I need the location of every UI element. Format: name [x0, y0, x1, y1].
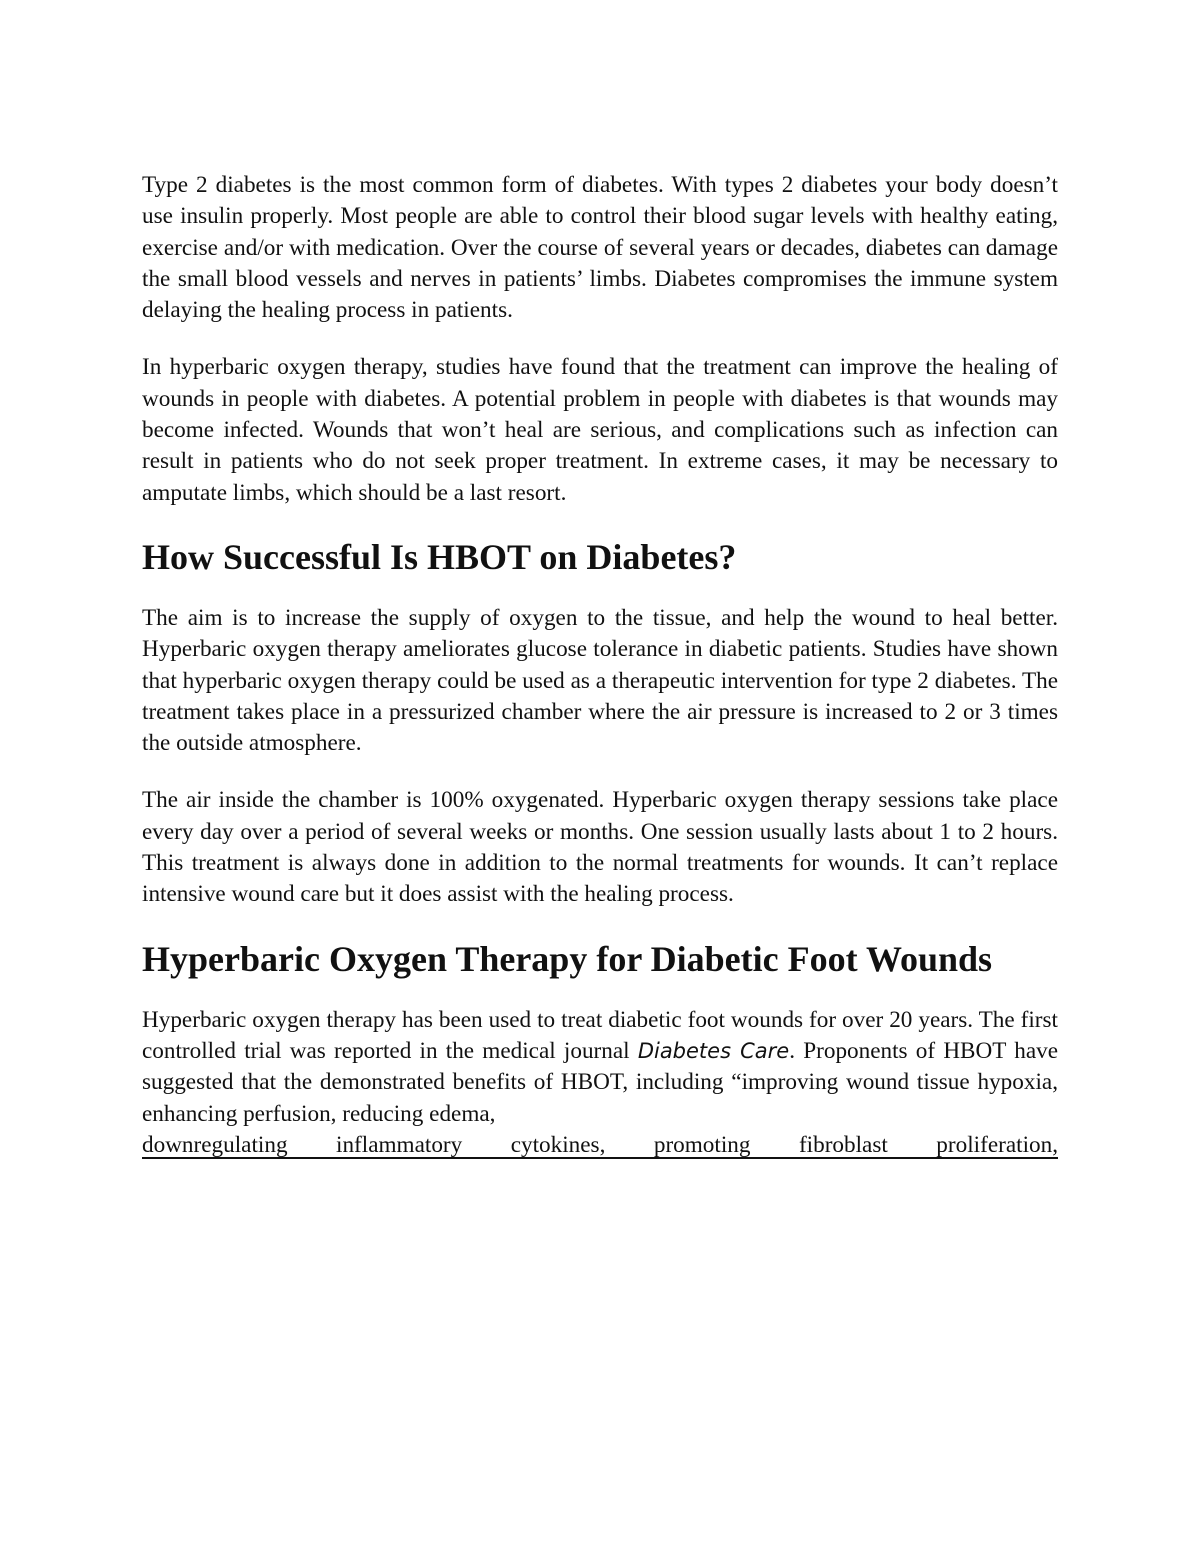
document-body	[142, 170, 1058, 1161]
paragraph-type2-diabetes: Type 2 diabetes is the most common form of diabetes. With types 2 diabetes your body doesn’t use insulin properly. Most people are able to control their blood sugar levels with healthy eating, exercise and/or with medication. Over the course of several years or decades, diabetes can damage the small blood vessels and nerves in patients’ limbs. Diabetes compromises the immune system delaying the healing process in patients.	[142, 172, 1058, 324]
paragraph-text-before-journal: Hyperbaric oxygen therapy has been used to treat diabetic foot wounds for over 20 years. The first controlled trial was reported in the medical journal	[142, 1006, 1058, 1064]
journal-name: Diabetes Care	[637, 1038, 790, 1063]
heading-diabetic-foot-wounds: Hyperbaric Oxygen Therapy for Diabetic Foot Wounds	[142, 938, 993, 979]
paragraph-text-after-journal: . Proponents of HBOT have suggested that the demonstrated benefits of HBOT, including “improving wound tissue hypoxia, enhancing perfusion, reducing edema,	[142, 1037, 1059, 1127]
underlined-text-line: downregulating inflammatory cytokines, promoting fibroblast proliferation,	[142, 1131, 1058, 1158]
underlined-line-wrapper	[142, 1130, 1058, 1161]
paragraph-hbot-wound-healing: In hyperbaric oxygen therapy, studies have found that the treatment can improve the healing of wounds in people with diabetes. A potential problem in people with diabetes is that wounds may become infected. Wounds that won’t heal are serious, and complications such as infection can result in patients who do not seek proper treatment. In extreme cases, it may be necessary to amputate limbs, which should be a last resort.	[142, 354, 1058, 506]
heading-hbot-success: How Successful Is HBOT on Diabetes?	[142, 536, 737, 577]
paragraph-hbot-aim: The aim is to increase the supply of oxygen to the tissue, and help the wound to heal better. Hyperbaric oxygen therapy ameliorates glucose tolerance in diabetic patients. Studies have shown that hyperbaric oxygen therapy could be used as a therapeutic intervention for type 2 diabetes. The treatment takes place in a pressurized chamber where the air pressure is increased to 2 or 3 times the outside atmosphere.	[142, 604, 1058, 757]
paragraph-hbot-sessions: The air inside the chamber is 100% oxygenated. Hyperbaric oxygen therapy sessions take place every day over a period of several weeks or months. One session usually lasts about 1 to 2 hours. This treatment is always done in addition to the normal treatments for wounds. It can’t replace intensive wound care but it does assist with the healing process.	[142, 787, 1058, 908]
paragraph-diabetic-foot-history	[142, 1005, 1058, 1161]
